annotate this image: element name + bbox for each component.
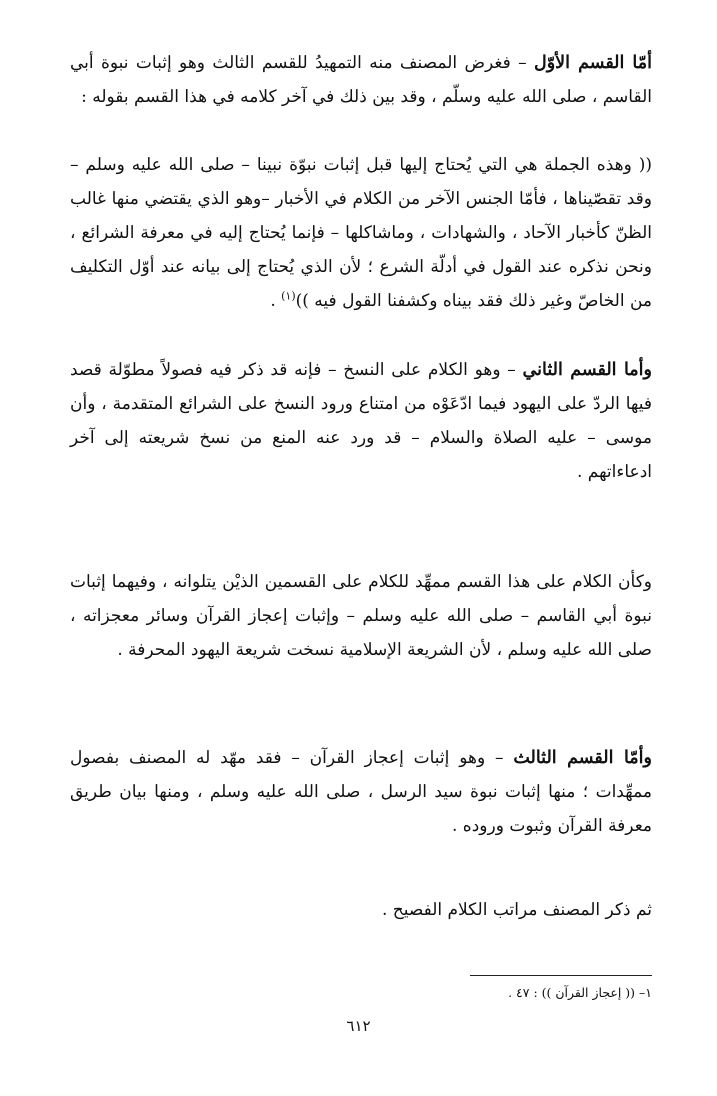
- section-two-continuation-text: وكأن الكلام على هذا القسم ممهِّد للكلام على القسمين الذيْن يتلوانه ، وفيهما إثبات نبوة أبي القاسم – صلى الله عليه وسلم – وإثبات إعجاز القرآن وسائر معجزاته ، صلى الله عليه وسلم ، لأن الشريعة الإسلامية نسخت شريعة اليهود المحرفة .: [70, 572, 652, 660]
- quotation-text: (( وهذه الجملة هي التي يُحتاج إليها قبل إثبات نبوّة نبينا – صلى الله عليه وسلم – وقد تقصّيناها ، فأمّا الجنس الآخر من الكلام في الأخبار –وهو الذي يقتضي منها غالب الظنّ كأخبار الآحاد ، والشهادات ، وماشاكلها – فإنما يُحتاج إليه في معرفة الشرائع ، ونحن نذكره عند القول في أدلّة الشرع ؛ لأن الذي يُحتاج إلى بيانه عند أوّل التكليف من الخاصّ وغير ذلك فقد بيناه وكشفنا القول فيه )): [70, 155, 652, 311]
- closing-paragraph: [70, 893, 652, 927]
- section-two-heading: وأما القسم الثاني: [522, 360, 652, 380]
- section-two-text: – وهو الكلام على النسخ – فإنه قد ذكر فيه فصولاً مطوّلة قصد فيها الردّ على اليهود فيما ادّعَوْه من امتناع ورود النسخ على الشرائع المتقدمة ، وأن موسى – عليه الصلاة والسلام – قد ورد عنه المنع من نسخ شريعته إلى آخر ادعاءاتهم .: [70, 360, 652, 482]
- section-two-paragraph: [70, 353, 652, 489]
- section-one-paragraph: [70, 46, 652, 114]
- footnote-text: ١– (( إعجاز القرآن )) : ٤٧ .: [508, 985, 652, 1000]
- section-one-heading: أمّا القسم الأوّل: [534, 53, 652, 73]
- footnote: [300, 982, 652, 1004]
- section-three-text: – وهو إثبات إعجاز القرآن – فقد مهّد له المصنف بفصول ممهِّدات ؛ منها إثبات نبوة سيد الرسل ، صلى الله عليه وسلم ، ومنها بيان طريق معرفة القرآن وثبوت وروده .: [70, 748, 652, 836]
- footnote-divider: [470, 975, 652, 976]
- section-one-text: – فغرض المصنف منه التمهيدُ للقسم الثالث وهو إثبات نبوة أبي القاسم ، صلى الله عليه وسلّم ، وقد بين ذلك في آخر كلامه في هذا القسم بقوله :: [70, 53, 652, 107]
- section-three-heading: وأمّا القسم الثالث: [513, 748, 652, 768]
- section-two-continuation-paragraph: [70, 565, 652, 667]
- page-number: ٦١٢: [346, 1017, 371, 1035]
- quotation-paragraph: [70, 148, 652, 318]
- footnote-reference[interactable]: (١): [281, 289, 296, 303]
- quotation-tail: .: [270, 291, 282, 311]
- section-three-paragraph: [70, 741, 652, 843]
- closing-text: ثم ذكر المصنف مراتب الكلام الفصيح .: [381, 900, 652, 920]
